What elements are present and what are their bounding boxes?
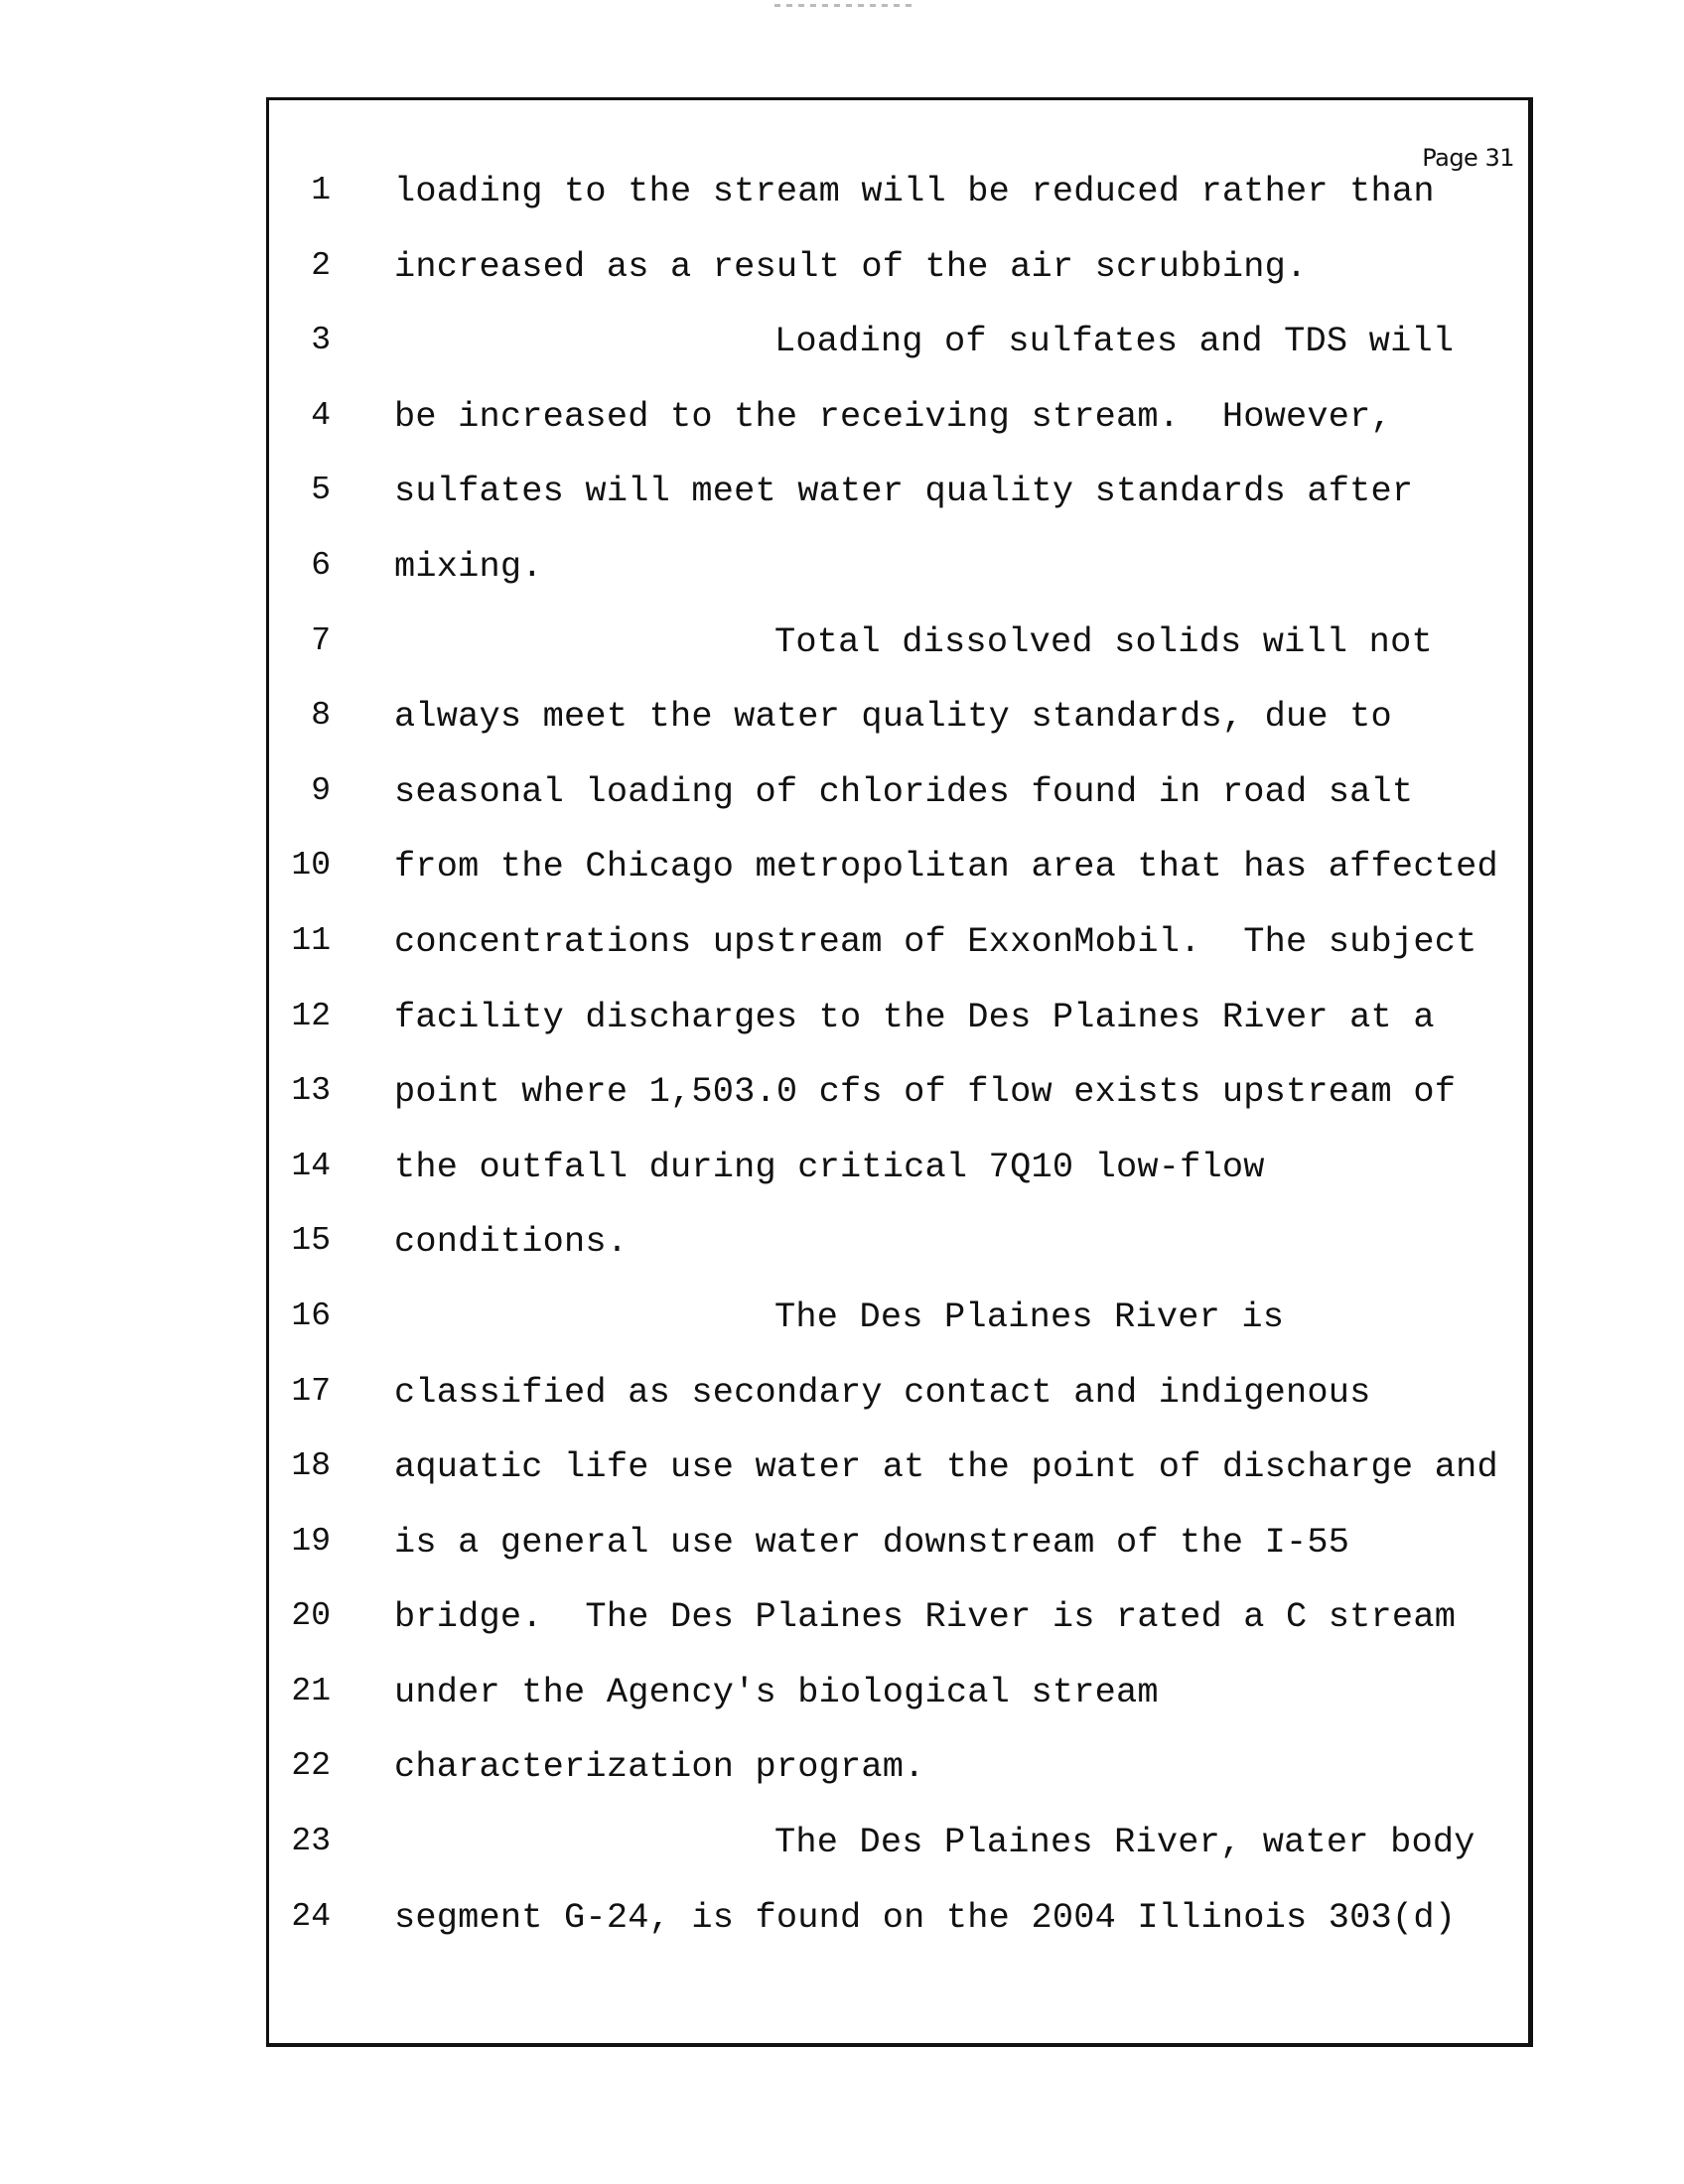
line-text: facility discharges to the Des Plaines River at a xyxy=(394,997,1435,1037)
transcript-line xyxy=(269,1148,1528,1223)
line-text: increased as a result of the air scrubbing. xyxy=(394,246,1308,287)
transcript-line xyxy=(269,397,1528,473)
transcript-line xyxy=(269,247,1528,323)
line-number: 13 xyxy=(291,1072,331,1110)
line-text: the outfall during critical 7Q10 low-flow xyxy=(394,1147,1265,1187)
line-text: conditions. xyxy=(394,1222,629,1263)
line-text: loading to the stream will be reduced rather than xyxy=(394,172,1435,211)
transcript-line xyxy=(269,622,1528,698)
line-text: segment G-24, is found on the 2004 Illinois 303(d) xyxy=(394,1897,1457,1938)
line-text: Total dissolved solids will not xyxy=(774,621,1433,662)
line-number: 11 xyxy=(291,921,331,959)
scan-header-artifact xyxy=(774,4,913,7)
transcript-line xyxy=(269,1222,1528,1297)
line-text: bridge. The Des Plaines River is rated a C stream xyxy=(394,1597,1457,1638)
line-number: 12 xyxy=(291,997,331,1034)
transcript-line xyxy=(269,847,1528,922)
line-text: The Des Plaines River is xyxy=(774,1297,1285,1337)
line-number: 23 xyxy=(291,1823,331,1860)
line-number: 17 xyxy=(291,1372,331,1410)
line-text: classified as secondary contact and indigenous xyxy=(394,1372,1371,1413)
transcript-line xyxy=(269,1597,1528,1673)
line-number: 9 xyxy=(311,771,331,809)
transcript-line xyxy=(269,1447,1528,1523)
line-number: 22 xyxy=(291,1747,331,1785)
transcript-line xyxy=(269,697,1528,772)
line-number: 3 xyxy=(311,322,331,359)
transcript-line xyxy=(269,172,1528,247)
transcript-line xyxy=(269,1673,1528,1748)
line-number: 8 xyxy=(311,697,331,735)
transcript-lines xyxy=(269,172,1528,1973)
line-number: 2 xyxy=(311,246,331,284)
transcript-line xyxy=(269,472,1528,547)
line-text: Loading of sulfates and TDS will xyxy=(774,322,1455,362)
line-text: is a general use water downstream of the I-55 xyxy=(394,1522,1350,1563)
line-number: 20 xyxy=(291,1597,331,1635)
line-text: under the Agency's biological stream xyxy=(394,1672,1159,1712)
line-text: mixing. xyxy=(394,546,543,587)
line-number: 6 xyxy=(311,546,331,584)
transcript-line xyxy=(269,772,1528,848)
transcript-line xyxy=(269,322,1528,397)
line-text: characterization program. xyxy=(394,1747,925,1788)
transcript-line xyxy=(269,998,1528,1073)
line-number: 19 xyxy=(291,1522,331,1560)
transcript-line xyxy=(269,1823,1528,1898)
line-number: 15 xyxy=(291,1222,331,1260)
line-number: 21 xyxy=(291,1672,331,1709)
line-text: always meet the water quality standards, due to xyxy=(394,697,1392,738)
line-number: 4 xyxy=(311,396,331,434)
page-number: Page 31 xyxy=(1422,144,1514,172)
transcript-line xyxy=(269,1373,1528,1448)
line-text: be increased to the receiving stream. However, xyxy=(394,396,1392,437)
line-number: 14 xyxy=(291,1147,331,1184)
transcript-line xyxy=(269,1898,1528,1974)
line-text: sulfates will meet water quality standards after xyxy=(394,472,1414,512)
line-text: concentrations upstream of ExxonMobil. The subject xyxy=(394,921,1477,962)
transcript-page xyxy=(266,97,1533,2047)
line-number: 1 xyxy=(311,172,331,208)
line-text: seasonal loading of chlorides found in road salt xyxy=(394,771,1414,812)
transcript-line xyxy=(269,1523,1528,1598)
line-text: from the Chicago metropolitan area that has affected xyxy=(394,847,1498,887)
line-number: 16 xyxy=(291,1297,331,1334)
transcript-line xyxy=(269,1747,1528,1823)
transcript-line xyxy=(269,1072,1528,1148)
line-text: The Des Plaines River, water body xyxy=(774,1823,1475,1863)
line-number: 10 xyxy=(291,847,331,885)
transcript-line xyxy=(269,922,1528,998)
transcript-line xyxy=(269,1297,1528,1373)
line-number: 18 xyxy=(291,1447,331,1485)
transcript-line xyxy=(269,547,1528,622)
line-number: 24 xyxy=(291,1897,331,1935)
line-text: aquatic life use water at the point of discharge and xyxy=(394,1447,1498,1488)
line-number: 7 xyxy=(311,621,331,659)
line-text: point where 1,503.0 cfs of flow exists upstream of xyxy=(394,1072,1457,1113)
line-number: 5 xyxy=(311,472,331,509)
